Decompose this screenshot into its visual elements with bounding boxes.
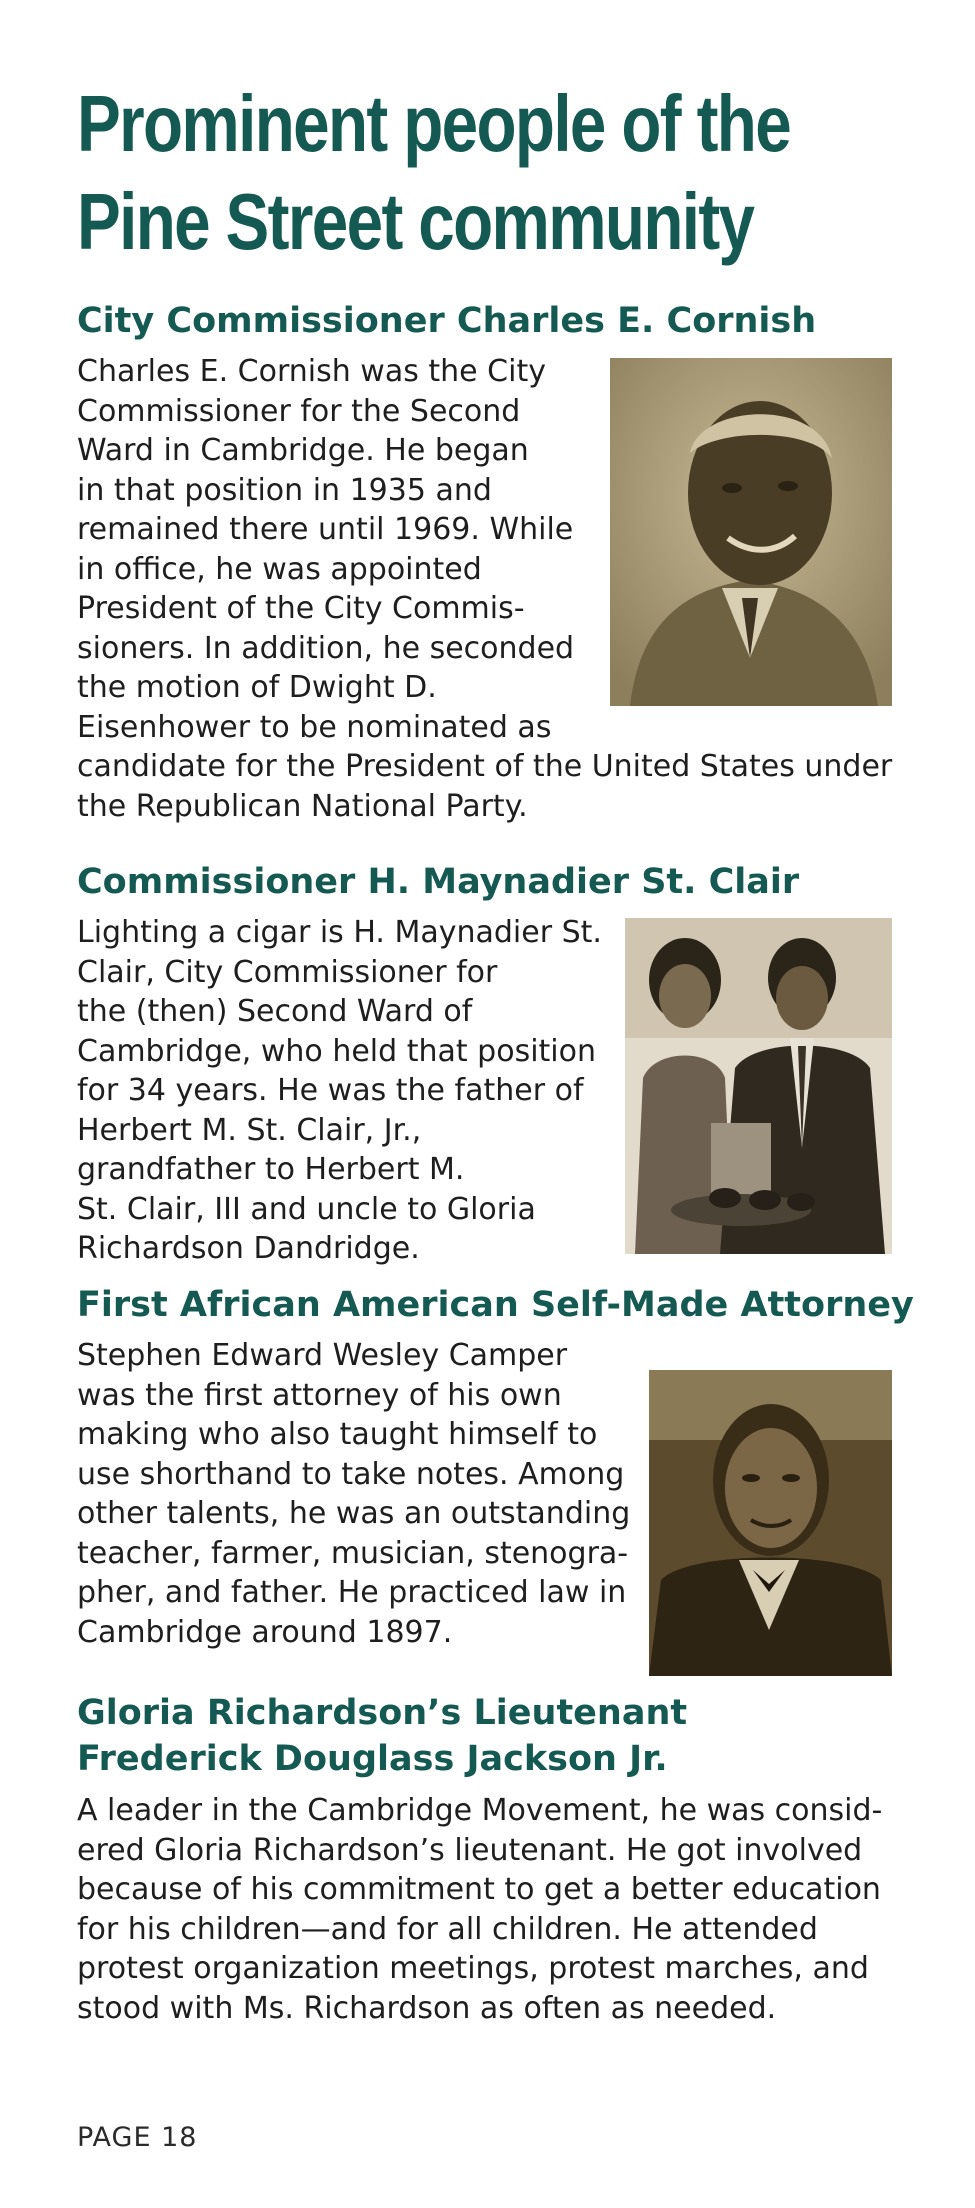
- body-line: the Republican National Party.: [77, 788, 528, 824]
- section-heading-line: First African American Self-Made Attorney: [77, 1285, 914, 1325]
- body-line: St. Clair, III and uncle to Gloria: [77, 1191, 536, 1227]
- body-line: President of the City Commis-: [77, 591, 525, 626]
- section-heading-st-clair: [77, 859, 799, 905]
- body-line: stood with Ms. Richardson as often as needed.: [77, 1990, 777, 2026]
- body-line: Ward in Cambridge. He began: [77, 433, 529, 468]
- body-line: Herbert M. St. Clair, Jr.,: [77, 1112, 422, 1148]
- page-title: [77, 75, 791, 271]
- body-line: candidate for the President of the United States under: [77, 749, 893, 784]
- body-line: Lighting a cigar is H. Maynadier St.: [77, 915, 602, 950]
- body-line: was the first attorney of his own: [77, 1377, 562, 1413]
- body-line: use shorthand to take notes. Among: [77, 1456, 625, 1492]
- portrait-illustration: [625, 918, 892, 1254]
- body-line: grandfather to Herbert M.: [77, 1152, 465, 1187]
- page-title-line: Prominent people of the: [77, 79, 791, 168]
- body-line: the motion of Dwight D.: [77, 670, 437, 705]
- body-line: A leader in the Cambridge Movement, he was consid-: [77, 1793, 883, 1828]
- portrait-illustration: [649, 1370, 892, 1676]
- section-body-camper: [77, 1336, 630, 1652]
- section-heading-line: Gloria Richardson’s Lieutenant: [77, 1693, 688, 1733]
- body-line: Eisenhower to be nominated as: [77, 709, 552, 745]
- body-line: Clair, City Commissioner for: [77, 954, 498, 990]
- body-line: protest organization meetings, protest marches, and: [77, 1951, 869, 1986]
- body-line: Commissioner for the Second: [77, 393, 521, 429]
- body-line: in that position in 1935 and: [77, 472, 492, 508]
- section-body-jackson: [77, 1791, 882, 2028]
- body-line: because of his commitment to get a better education: [77, 1872, 881, 1907]
- body-line: teacher, farmer, musician, stenogra-: [77, 1535, 629, 1571]
- section-heading-jackson: [77, 1690, 687, 1782]
- body-line: sioners. In addition, he seconded: [77, 630, 575, 666]
- section-heading-line: Commissioner H. Maynadier St. Clair: [77, 862, 800, 902]
- body-line: Stephen Edward Wesley Camper: [77, 1338, 568, 1373]
- portrait-illustration: [610, 358, 892, 706]
- page-title-line: Pine Street community: [77, 177, 754, 266]
- photo-charles-cornish: [610, 358, 892, 706]
- section-heading-line: City Commissioner Charles E. Cornish: [77, 301, 817, 341]
- body-line: for 34 years. He was the father of: [77, 1073, 584, 1108]
- photo-stephen-camper: [649, 1370, 892, 1676]
- body-line: Cambridge, who held that position: [77, 1033, 596, 1069]
- section-heading-camper: [77, 1282, 914, 1328]
- body-line: in office, he was appointed: [77, 551, 482, 587]
- body-line: Cambridge around 1897.: [77, 1614, 453, 1650]
- page-number: PAGE 18: [77, 2122, 198, 2153]
- body-line: ered Gloria Richardson’s lieutenant. He got involved: [77, 1832, 863, 1868]
- body-line: remained there until 1969. While: [77, 512, 574, 547]
- section-heading-cornish: [77, 298, 816, 344]
- body-line: the (then) Second Ward of: [77, 994, 473, 1029]
- body-line: pher, and father. He practiced law in: [77, 1575, 627, 1610]
- body-line: making who also taught himself to: [77, 1417, 598, 1452]
- body-line: for his children—and for all children. He attended: [77, 1911, 818, 1947]
- photo-st-clair-lighting-cigar: [625, 918, 892, 1254]
- section-heading-line: Frederick Douglass Jackson Jr.: [77, 1739, 668, 1779]
- body-line: other talents, he was an outstanding: [77, 1496, 631, 1531]
- body-line: Charles E. Cornish was the City: [77, 354, 546, 389]
- section-body-st-clair: [77, 913, 602, 1269]
- body-line: Richardson Dandridge.: [77, 1231, 420, 1266]
